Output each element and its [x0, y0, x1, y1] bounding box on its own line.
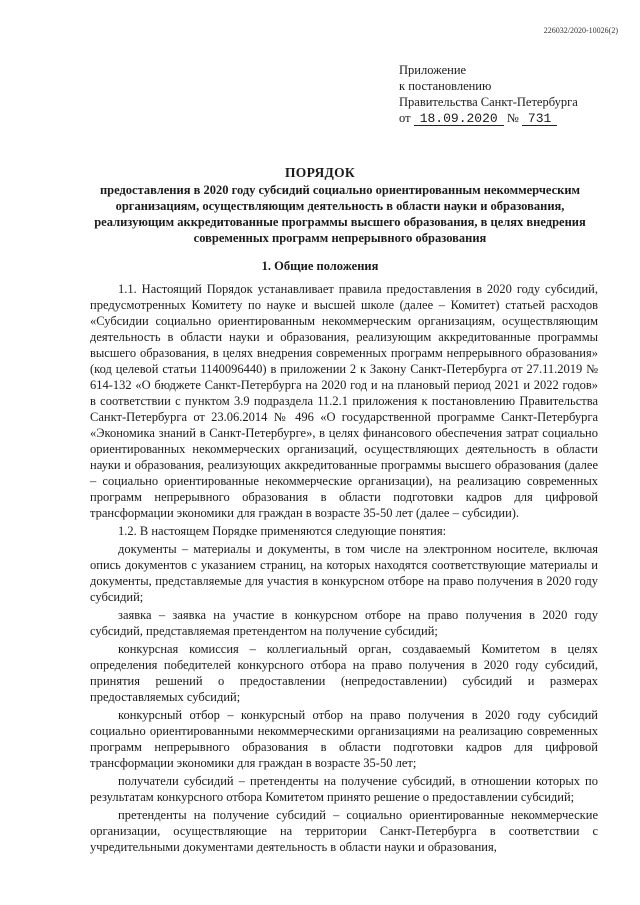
appendix-date-line — [399, 110, 578, 126]
paragraph-1-1: 1.1. Настоящий Порядок устанавливает правила предоставления в 2020 году субсидий, предусмотренных Комитету по науке и высшей школе (далее – Комитет) статьей расходов «Субсидии социально ориентированным некоммерческим организациям, осуществляющим деятельность в области науки и образования, реализующим аккредитованные программы высшего образования, в целях внедрения современных программ непрерывного образования» (код целевой статьи 1140096440) в приложении 2 к Закону Санкт-Петербурга от 27.11.2019 № 614-132 «О бюджете Санкт-Петербурга на 2020 год и на плановый период 2021 и 2022 годов» в соответствии с пунктом 3.9 подраздела 11.2.1 приложения к постановлению Правительства Санкт-Петербурга от 23.06.2014 № 496 «О государственной программе Санкт-Петербурга «Экономика знаний в Санкт-Петербурге», в целях финансового обеспечения затрат социально ориентированных некоммерческих организаций, осуществляющих деятельность в области науки и образования, реализующих аккредитованные программы высшего образования (далее – социально ориентированные некоммерческие организации), на реализацию современных программ непрерывного образования в области подготовки кадров для цифровой трансформации экономики для граждан в возрасте 35-50 лет (далее – субсидии). — [90, 282, 598, 520]
definition-applicants: претенденты на получение субсидий – социально ориентированные некоммерческие организации, осуществляющие на территории Санкт-Петербурга в соответствии с учредительными документами деятельность в области науки и образования, — [90, 808, 598, 854]
appendix-line-3: Правительства Санкт-Петербурга — [399, 95, 578, 109]
resolution-number: 731 — [522, 112, 557, 126]
resolution-date: 18.09.2020 — [414, 112, 504, 126]
document-title: ПОРЯДОК — [284, 165, 355, 180]
paragraph-1-2: 1.2. В настоящем Порядке применяются следующие понятия: — [118, 524, 447, 538]
appendix-block — [399, 62, 578, 126]
document-subtitle: предоставления в 2020 году субсидий социально ориентированным некоммерческим организациям, осуществляющим деятельность в области науки и образования, реализующим аккредитованные программы высшего образования, в целях внедрения современных программ непрерывного образования — [94, 183, 586, 245]
number-prefix: № — [506, 111, 519, 125]
appendix-line-1: Приложение — [399, 63, 467, 77]
document-body — [90, 281, 598, 855]
date-prefix: от — [399, 111, 411, 125]
section-heading: 1. Общие положения — [261, 259, 379, 273]
definition-recipients: получатели субсидий – претенденты на получение субсидий, в отношении которых по результатам конкурсного отбора Комитетом принято решение о предоставлении субсидий; — [90, 774, 598, 804]
document-id: 226032/2020-10026(2) — [543, 26, 618, 35]
definition-selection: конкурсный отбор – конкурсный отбор на право получения в 2020 году субсидий социально ориентированными некоммерческими организациями на реализацию современных программ непрерывного образования в области подготовки кадров для цифровой трансформации экономики для граждан в возрасте 35-50 лет; — [90, 708, 598, 770]
definition-documents: документы – материалы и документы, в том числе на электронном носителе, включая опись документов с указанием страниц, на которых находятся соответствующие материалы и документы, представляемые для участия в конкурсном отборе на право получения в 2020 году субсидий; — [90, 542, 598, 604]
appendix-line-2: к постановлению — [399, 79, 492, 93]
definition-commission: конкурсная комиссия – коллегиальный орган, создаваемый Комитетом в целях определения победителей конкурсного отбора на право получения в 2020 году субсидий, принятия решений о предоставлении (непредоставлении) субсидий и размерах предоставляемых субсидий; — [90, 642, 598, 704]
definition-application: заявка – заявка на участие в конкурсном отборе на право получения в 2020 году субсидий, представляемая претендентом на получение субсидий; — [90, 608, 598, 638]
